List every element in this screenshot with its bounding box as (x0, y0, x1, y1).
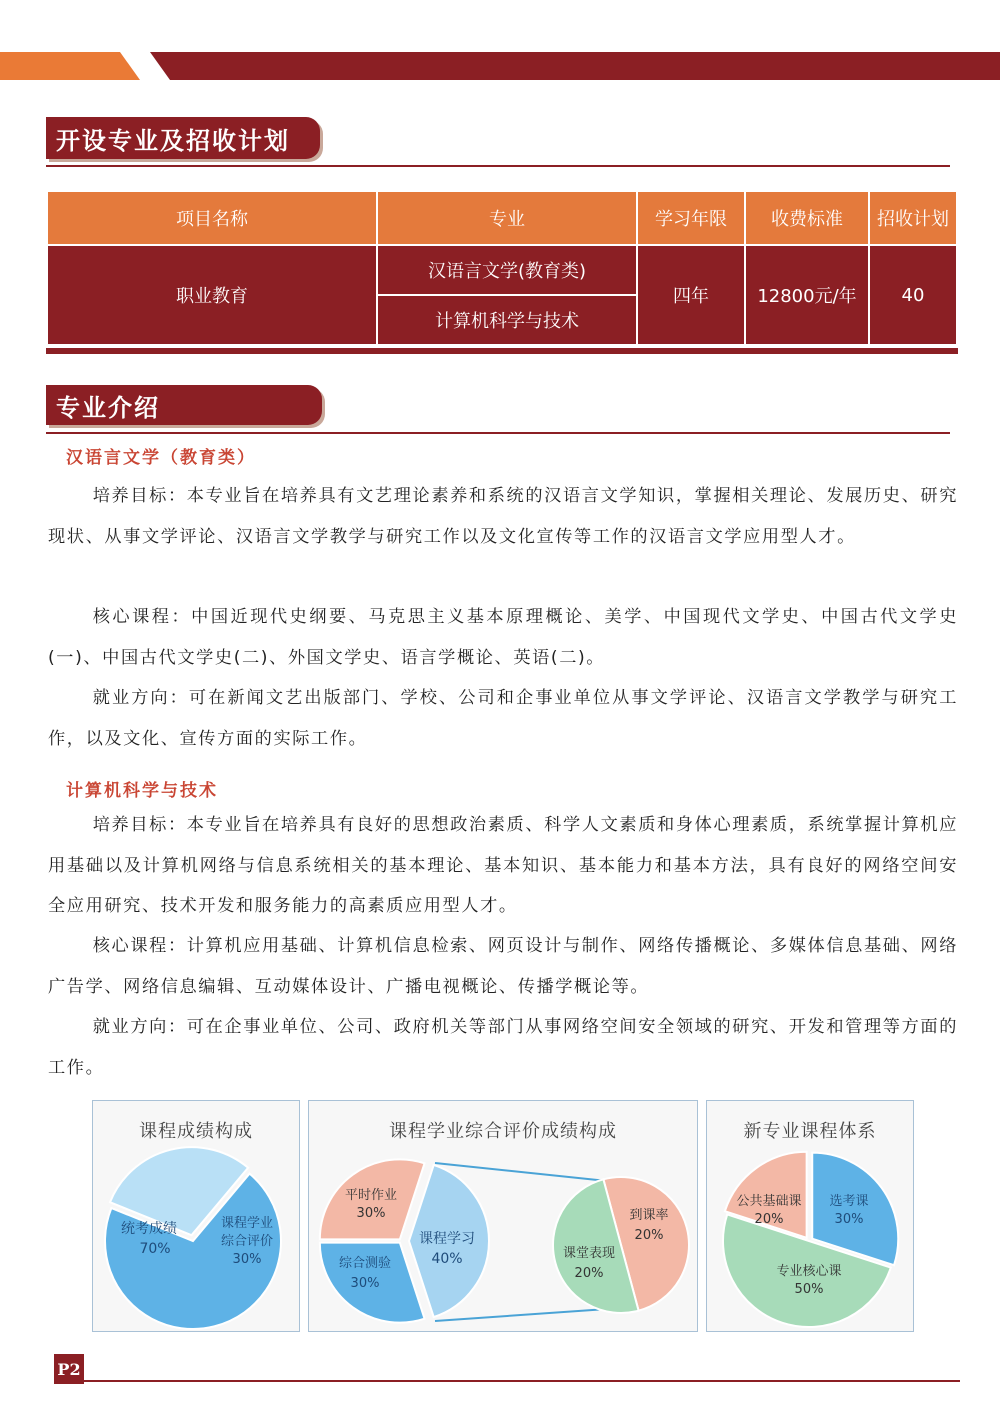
slice-value: 40% (431, 1251, 463, 1267)
slice-value: 30% (356, 1206, 386, 1221)
slice-label: 专业核心课 (776, 1264, 842, 1279)
table-cell-project: 职业教育 (47, 245, 377, 345)
table-header-row (47, 191, 957, 245)
pie-chart-2 (309, 1141, 697, 1331)
slice-value: 30% (232, 1252, 262, 1267)
pie-slices (723, 1152, 898, 1327)
enrollment-table (46, 190, 958, 346)
chart-title: 课程学业综合评价成绩构成 (389, 1121, 617, 1142)
pie-chart-1 (93, 1141, 299, 1331)
slice-value: 70% (139, 1241, 171, 1257)
major-heading: 汉语言文学（教育类） (66, 448, 256, 468)
page-number: P2 (54, 1354, 84, 1384)
slice-label: 课程学习 (419, 1231, 475, 1247)
table-header: 学习年限 (637, 191, 745, 245)
section-divider (46, 432, 950, 434)
slice-label: 到课率 (629, 1208, 669, 1223)
footer-line (84, 1380, 960, 1382)
slice-label: 统考成绩 (121, 1221, 177, 1237)
table-cell-years: 四年 (637, 245, 745, 345)
slice-label: 课程学业 (220, 1216, 274, 1231)
slice-value: 50% (794, 1282, 824, 1297)
major-goal: 培养目标：本专业旨在培养具有文艺理论素养和系统的汉语言文学知识，掌握相关理论、发展历史、研究现状、从事文学评论、汉语言文学教学与研究工作以及文化宣传等工作的汉语言文学应用型人才。 (48, 486, 958, 547)
section-title-majors (46, 385, 322, 425)
pie-sub-slices (553, 1177, 689, 1313)
major-courses: 核心课程：计算机应用基础、计算机信息检索、网页设计与制作、网络传播概论、多媒体信息基础、网络广告学、网络信息编辑、互动媒体设计、广播电视概论、传播学概论等。 (48, 936, 958, 997)
slice-label: 选考课 (829, 1194, 869, 1209)
table-header: 项目名称 (47, 191, 377, 245)
slice-label: 平时作业 (344, 1188, 398, 1203)
top-banner-orange (0, 52, 140, 80)
pie-chart-3 (707, 1141, 913, 1331)
slice-label: 课堂表现 (562, 1246, 616, 1261)
table-cell-major: 汉语言文学(教育类) (377, 245, 637, 295)
section-title-enrollment (46, 117, 320, 159)
top-banner-red (150, 52, 1000, 80)
section-title-text: 专业介绍 (56, 393, 160, 422)
table-header: 收费标准 (745, 191, 869, 245)
table-bottom-bar (46, 348, 958, 354)
section-divider (46, 165, 950, 167)
slice-value: 20% (574, 1266, 604, 1281)
chart-title: 课程成绩构成 (139, 1121, 253, 1142)
section-title-text: 开设专业及招收计划 (56, 126, 290, 155)
major-goal: 培养目标：本专业旨在培养具有良好的思想政治素质、科学人文素质和身体心理素质，系统掌握计算机应用基础以及计算机网络与信息系统相关的基本理论、基本知识、基本能力和基本方法，具有良好的网络空间安全应用研究、技术开发和服务能力的高素质应用型人才。 (48, 815, 958, 916)
slice-label: 综合测验 (338, 1256, 392, 1271)
major-heading: 计算机科学与技术 (66, 781, 218, 801)
table-cell-fee: 12800元/年 (745, 245, 869, 345)
chart-course-system (706, 1100, 914, 1332)
chart-course-score (92, 1100, 300, 1332)
slice-value: 20% (634, 1228, 664, 1243)
slice-value: 30% (350, 1276, 380, 1291)
major-courses: 核心课程：中国近现代史纲要、马克思主义基本原理概论、美学、中国现代文学史、中国古代文学史(一)、中国古代文学史(二)、外国文学史、语言学概论、英语(二)。 (48, 607, 958, 668)
table-cell-major: 计算机科学与技术 (377, 295, 637, 345)
table-cell-quota: 40 (869, 245, 957, 345)
chart-comprehensive-eval (308, 1100, 698, 1332)
slice-label: 公共基础课 (736, 1194, 802, 1209)
major-career: 就业方向：可在新闻文艺出版部门、学校、公司和企事业单位从事文学评论、汉语言文学教学与研究工作，以及文化、宣传方面的实际工作。 (48, 688, 958, 749)
table-header: 专业 (377, 191, 637, 245)
slice-label: 综合评价 (220, 1234, 274, 1249)
table-header: 招收计划 (869, 191, 957, 245)
major-career: 就业方向：可在企事业单位、公司、政府机关等部门从事网络空间安全领域的研究、开发和管理等方面的工作。 (48, 1017, 958, 1078)
slice-value: 20% (754, 1212, 784, 1227)
table-row (47, 245, 957, 295)
chart-title: 新专业课程体系 (743, 1121, 877, 1142)
slice-value: 30% (834, 1212, 864, 1227)
